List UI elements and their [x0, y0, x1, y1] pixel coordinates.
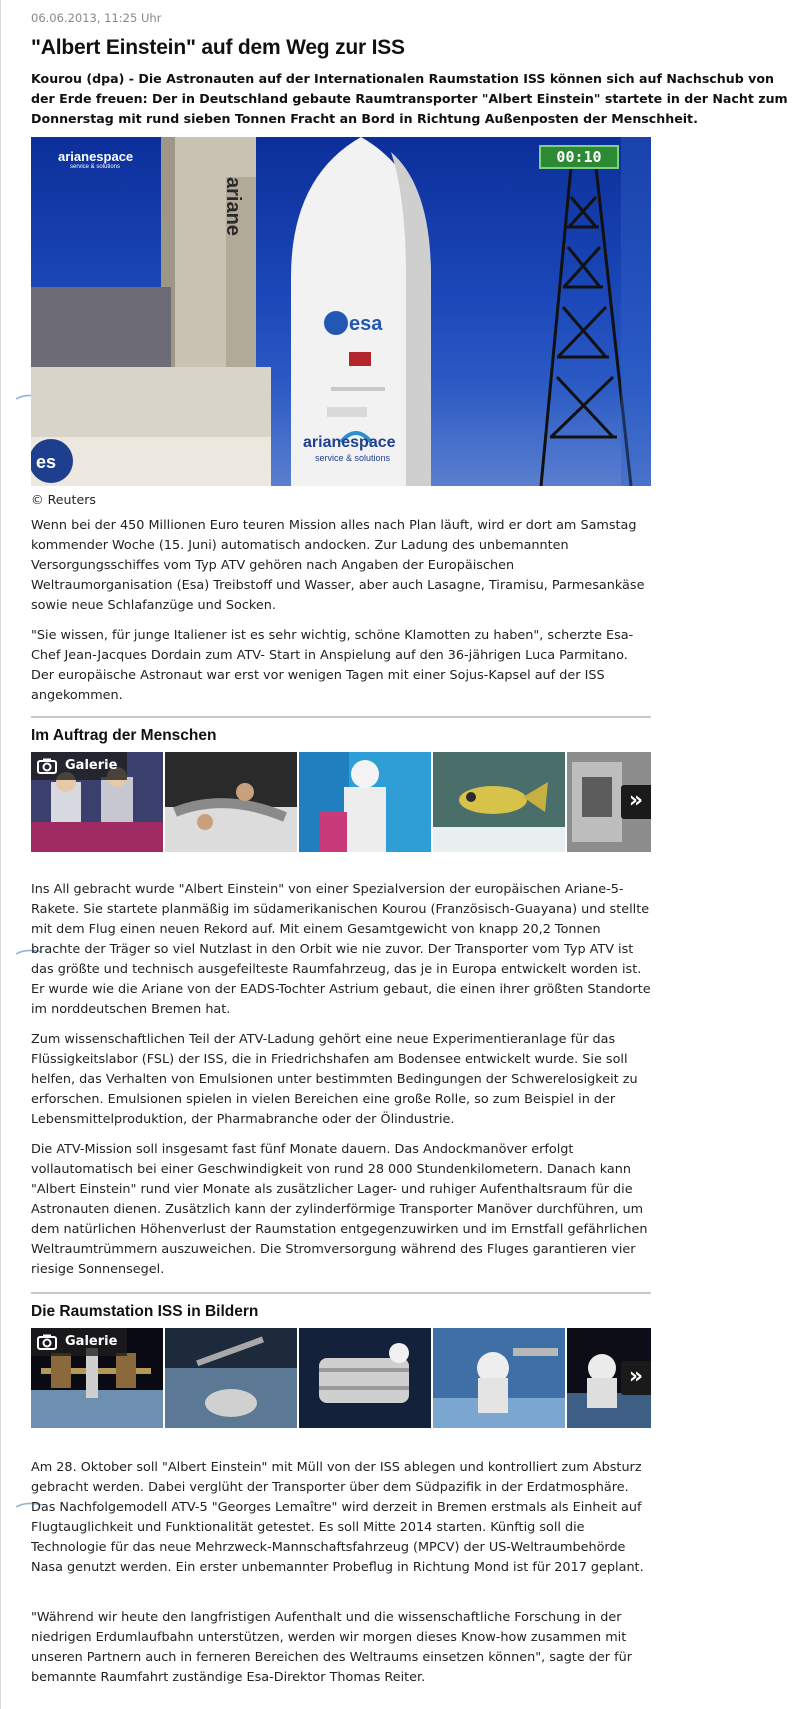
image-credit: © Reuters: [31, 492, 96, 507]
article-paragraph: Am 28. Oktober soll "Albert Einstein" mit Müll von der ISS ablegen und kontrolliert zum Absturz gebracht werden. Dabei verglüht der Transporter über dem Südpazifik in der Erdatmosphäre. Das Nachfolgemodell ATV-5 "Georges Lemaître" wird derzeit in Bremen erstmals als Einheit auf Flugtauglichkeit und Funktionalität getestet. Es soll Mitte 2014 starten. Künftig soll die Technologie für das neue Mehrzweck-Mannschaftsfahrzeug (MPCV) der US-Weltraumbehörde Nasa genutzt werden. Ein erster unbemannter Probeflug in Richtung Mond ist für 2017 geplant.: [31, 1460, 644, 1575]
article-paragraph: Wenn bei der 450 Millionen Euro teuren Mission alles nach Plan läuft, wird er dort am Samstag kommender Woche (15. Juni) automatisch andocken. Zur Ladung des unbemannten Versorgungsschiffes vom Typ ATV gehören nach Angaben der Europäischen Weltraumorganisation (Esa) Treibstoff und Wasser, aber auch Lasagne, Tiramisu, Parmesankäse sowie neue Schlafanzüge und Socken.: [31, 518, 645, 613]
gallery-next-button[interactable]: [621, 785, 651, 819]
article-paragraph: Zum wissenschaftlichen Teil der ATV-Ladung gehört eine neue Experimentieranlage für das Flüssigkeitslabor (FSL) der ISS, die in Friedrichshafen am Bodensee entwickelt wurde. Sie soll helfen, das Verhalten von Emulsionen unter bestimmten Bedingungen der Schwerelosigkeit zu erforschen. Emulsionen spielen in vielen Bereichen eine große Rolle, so zum Beispiel in der Lebensmittelproduktion, der Pharmabranche oder der Ölindustrie.: [31, 1032, 638, 1127]
gallery-thumbnail[interactable]: [299, 1328, 431, 1428]
article-paragraph: "Sie wissen, für junge Italiener ist es sehr wichtig, schöne Klamotten zu haben", scherzte Esa-Chef Jean-Jacques Dordain zum ATV- Start in Anspielung auf den 36-jährigen Luca Parmitano. Der europäische Astronaut war erst vor wenigen Tagen mit einer Sojus-Kapsel auf der ISS angekommen.: [31, 628, 634, 703]
article-paragraph: Ins All gebracht wurde "Albert Einstein" von einer Spezialversion der europäischen Ariane-5-Rakete. Sie startete planmäßig im südamerikanischen Kourou (Französisch-Guayana) und stellte mit dem Flug einen neuen Rekord auf. Mit einem Gesamtgewicht von knapp 20,2 Tonnen brachte der Träger so viel Nutzlast in den Orbit wie nie zuvor. Der Transporter vom Typ ATV ist das größte und technisch ausgefeilteste Raumfahrzeug, das je in Europa entwickelt worden ist. Er wurde wie die Ariane von der EADS-Tochter Astrium gebaut, die einen ihrer größten Standorte im norddeutschen Bremen hat.: [31, 882, 651, 1017]
gallery-im-auftrag[interactable]: [31, 752, 651, 852]
section-divider: [31, 1292, 651, 1294]
gallery-label-text: Galerie: [65, 758, 118, 773]
camera-icon: [37, 1334, 57, 1350]
gallery-label[interactable]: [31, 752, 127, 780]
gallery-raumstation-iss[interactable]: [31, 1328, 651, 1428]
svg-text:es: es: [36, 452, 57, 472]
camera-icon: [37, 758, 57, 774]
double-chevron-right-icon: »: [628, 788, 644, 813]
section-title: Die Raumstation ISS in Bildern: [31, 1303, 259, 1320]
section-divider: [31, 716, 651, 718]
gallery-label[interactable]: [31, 1328, 127, 1356]
svg-text:arianespace: arianespace: [303, 434, 396, 451]
article-paragraph: Die ATV-Mission soll insgesamt fast fünf Monate dauern. Das Andockmanöver erfolgt vollautomatisch bei einer Geschwindigkeit von rund 28 000 Stundenkilometern. Danach kann "Albert Einstein" rund vier Monate als zusätzlicher Lager- und ruhiger Aufenthaltsraum für die Astronauten dienen. Zusätzlich kann der zylinderförmige Transporter Manöver durchführen, um dem natürlichen Höhenverlust der Raumstation entgegenzuwirken und im Ernstfall gefährlichen Weltraumtrümmern auszuweichen. Die Stromversorgung während des Fluges garantieren vier riesige Sonnensegel.: [31, 1142, 648, 1277]
svg-text:esa: esa: [349, 313, 383, 335]
gallery-thumbnail[interactable]: [299, 752, 431, 852]
article-paragraph: "Während wir heute den langfristigen Aufenthalt und die wissenschaftliche Forschung in der niedrigen Erdumlaufbahn unterstützen, werden wir morgen dieses Know-how zusammen mit unseren Partnern auch in ferneren Bereichen des Weltraums einsetzen können", sagte der für bemannte Raumfahrt zuständige Esa-Direktor Thomas Reiter.: [31, 1610, 633, 1685]
section-title: Im Auftrag der Menschen: [31, 727, 217, 744]
gallery-thumbnail[interactable]: [165, 752, 297, 852]
article-lead: Kourou (dpa) - Die Astronauten auf der Internationalen Raumstation ISS können sich auf Nachschub von der Erde freuen: Der in Deutschland gebaute Raumtransporter "Albert Einstein" startete in der Nacht zum Donnerstag mit rund sieben Tonnen Fracht an Bord in Richtung Außenposten der Menschheit.: [31, 71, 788, 126]
double-chevron-right-icon: »: [628, 1364, 644, 1389]
gallery-thumbnail[interactable]: [165, 1328, 297, 1428]
gallery-next-button[interactable]: [621, 1361, 651, 1395]
svg-text:service & solutions: service & solutions: [315, 453, 391, 463]
hero-image[interactable]: [31, 137, 651, 486]
article-headline: "Albert Einstein" auf dem Weg zur ISS: [31, 36, 405, 59]
gallery-label-text: Galerie: [65, 1334, 118, 1349]
page-left-border: [0, 0, 1, 1709]
article-dateline: 06.06.2013, 11:25 Uhr: [31, 11, 162, 25]
arianespace-logo: arianespace service & solutions: [58, 149, 134, 170]
svg-text:ariane: ariane: [222, 177, 244, 236]
countdown-timer: 00:10: [539, 145, 619, 169]
rocket-launch-photo: [31, 137, 651, 486]
gallery-thumbnail[interactable]: [433, 1328, 565, 1428]
gallery-thumbnail[interactable]: [433, 752, 565, 852]
